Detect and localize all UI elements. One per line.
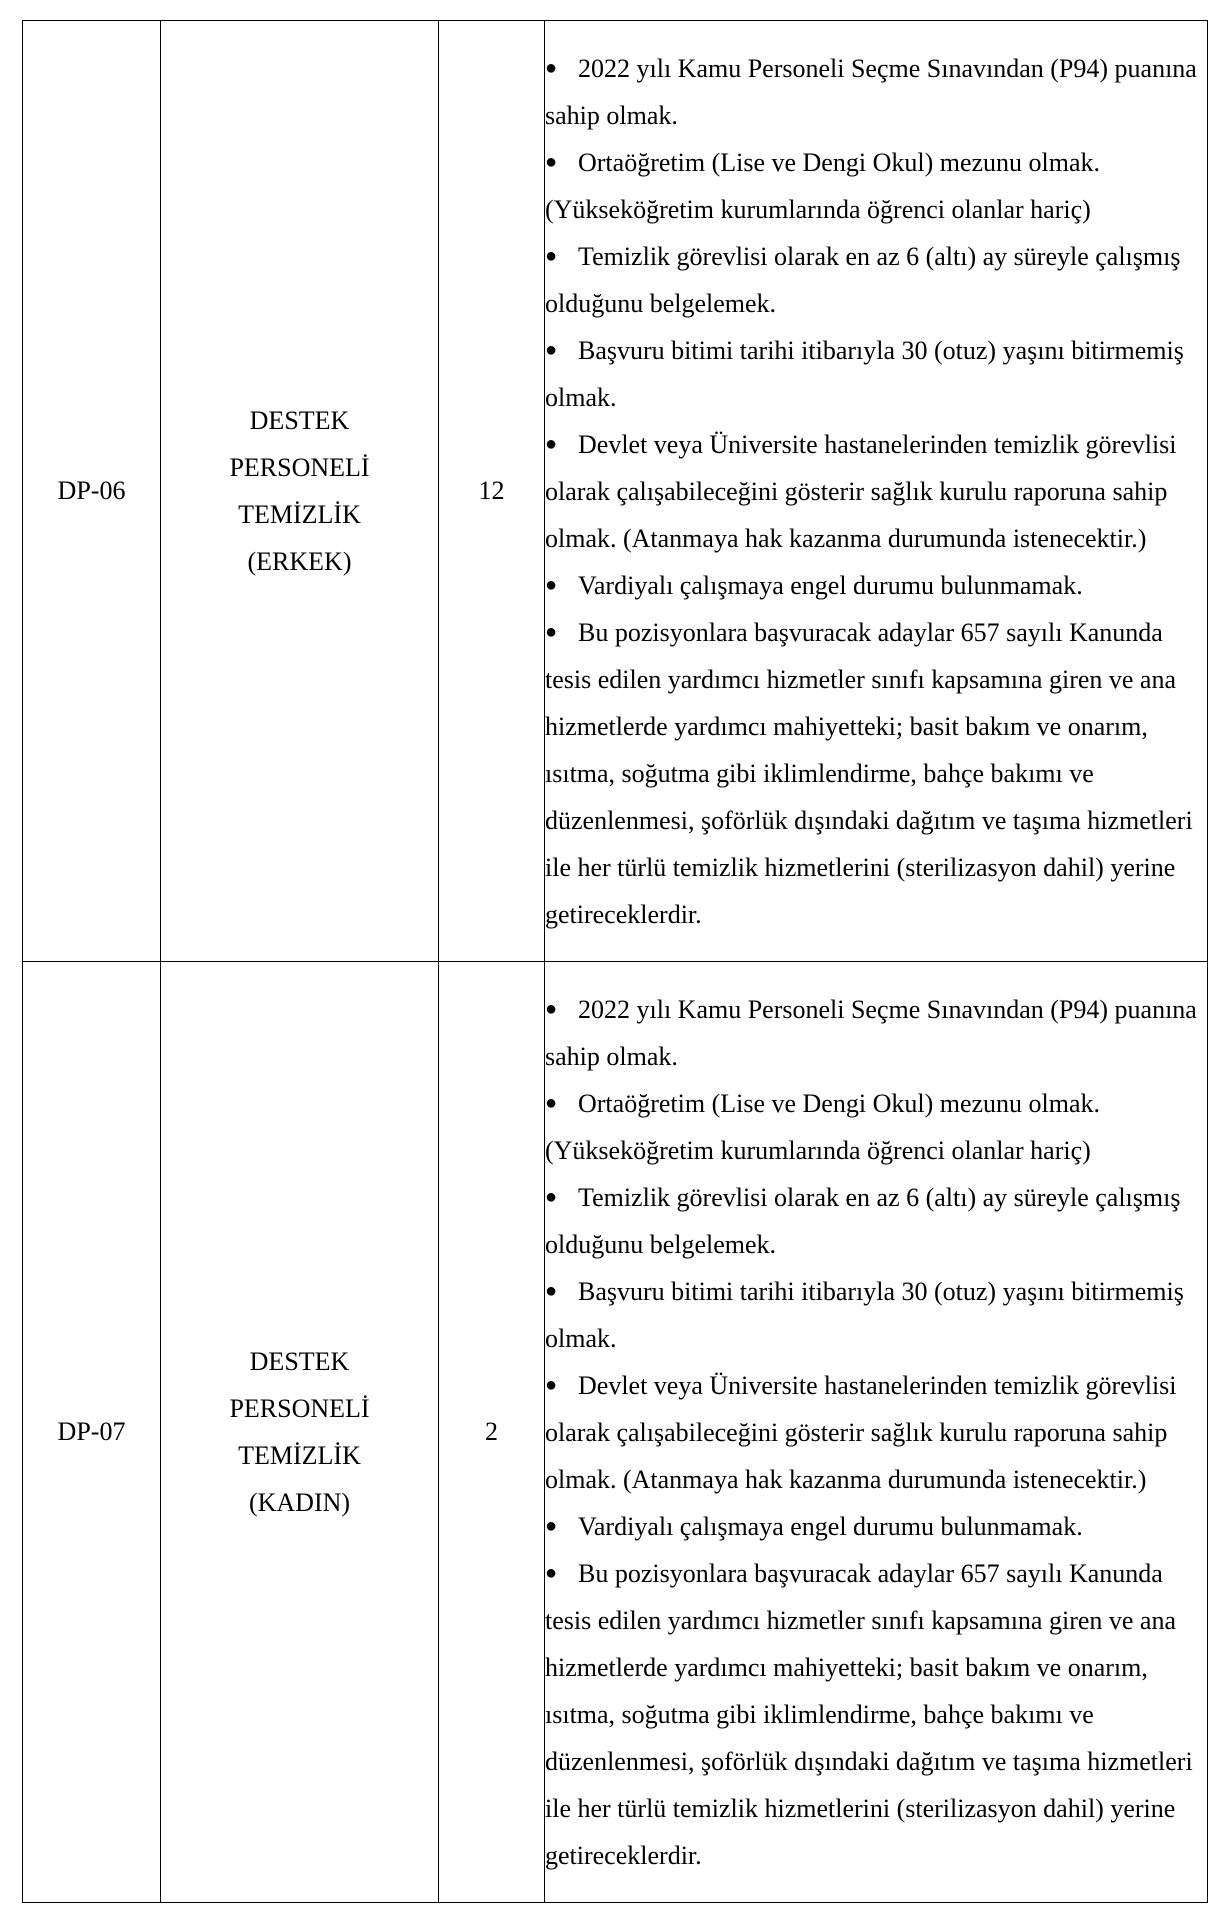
requirement-text: Vardiyalı çalışmaya engel durumu bulunmamak.	[578, 1511, 1083, 1541]
bullet-dot-icon: ●	[545, 620, 558, 643]
position-title-line: PERSONELİ	[229, 453, 370, 482]
requirement-text: Başvuru bitimi tarihi itibarıyla 30 (otuz) yaşını bitirmemiş olmak.	[545, 335, 1184, 412]
requirement-text: Bu pozisyonlara başvuracak adaylar 657 sayılı Kanunda tesis edilen yardımcı hizmetler sınıfı kapsamına giren ve ana hizmetlerde yardımcı mahiyetteki; basit bakım ve onarım, ısıtma, soğutma gibi iklimlendirme, bahçe bakımı ve düzenlenmesi, şoförlük dışındaki dağıtım ve taşıma hizmetleri ile her türlü temizlik hizmetlerini (sterilizasyon dahil) yerine getireceklerdir.	[545, 617, 1193, 929]
requirement-item	[545, 1362, 1207, 1503]
requirement-item	[545, 45, 1207, 139]
table-row	[23, 21, 1208, 962]
position-title-line: DESTEK	[249, 406, 350, 435]
requirement-text: 2022 yılı Kamu Personeli Seçme Sınavından (P94) puanına sahip olmak.	[545, 53, 1197, 130]
bullet-dot-icon: ●	[545, 1279, 558, 1302]
requirement-item	[545, 1080, 1207, 1174]
requirement-item	[545, 327, 1207, 421]
requirement-item	[545, 986, 1207, 1080]
position-count: 12	[439, 21, 545, 962]
position-code: DP-06	[23, 21, 161, 962]
requirement-item	[545, 421, 1207, 562]
requirement-item	[545, 1503, 1207, 1550]
bullet-dot-icon: ●	[545, 1514, 558, 1537]
position-count: 2	[439, 962, 545, 1903]
requirement-text: 2022 yılı Kamu Personeli Seçme Sınavından (P94) puanına sahip olmak.	[545, 994, 1197, 1071]
position-title	[161, 962, 439, 1903]
requirements-cell	[545, 962, 1208, 1903]
requirements-list	[545, 45, 1207, 938]
bullet-dot-icon: ●	[545, 56, 558, 79]
position-code: DP-07	[23, 962, 161, 1903]
requirement-text: Başvuru bitimi tarihi itibarıyla 30 (otuz) yaşını bitirmemiş olmak.	[545, 1276, 1184, 1353]
position-title-line: TEMİZLİK	[238, 500, 361, 529]
requirement-item	[545, 139, 1207, 233]
position-title	[161, 21, 439, 962]
requirement-item	[545, 609, 1207, 938]
bullet-dot-icon: ●	[545, 1561, 558, 1584]
requirement-item	[545, 233, 1207, 327]
bullet-dot-icon: ●	[545, 150, 558, 173]
position-title-line: PERSONELİ	[229, 1394, 370, 1423]
requirement-text: Temizlik görevlisi olarak en az 6 (altı) ay süreyle çalışmış olduğunu belgelemek.	[545, 1182, 1181, 1259]
requirement-item	[545, 1550, 1207, 1879]
position-title-line: TEMİZLİK	[238, 1441, 361, 1470]
position-title-line: (KADIN)	[248, 1488, 351, 1517]
bullet-dot-icon: ●	[545, 1091, 558, 1114]
bullet-dot-icon: ●	[545, 1373, 558, 1396]
requirement-item	[545, 1174, 1207, 1268]
requirement-item	[545, 562, 1207, 609]
bullet-dot-icon: ●	[545, 338, 558, 361]
bullet-dot-icon: ●	[545, 432, 558, 455]
requirement-text: Bu pozisyonlara başvuracak adaylar 657 sayılı Kanunda tesis edilen yardımcı hizmetler sınıfı kapsamına giren ve ana hizmetlerde yardımcı mahiyetteki; basit bakım ve onarım, ısıtma, soğutma gibi iklimlendirme, bahçe bakımı ve düzenlenmesi, şoförlük dışındaki dağıtım ve taşıma hizmetleri ile her türlü temizlik hizmetlerini (sterilizasyon dahil) yerine getireceklerdir.	[545, 1558, 1193, 1870]
requirements-cell	[545, 21, 1208, 962]
requirement-text: Temizlik görevlisi olarak en az 6 (altı) ay süreyle çalışmış olduğunu belgelemek.	[545, 241, 1181, 318]
bullet-dot-icon: ●	[545, 573, 558, 596]
requirement-text: Devlet veya Üniversite hastanelerinden temizlik görevlisi olarak çalışabileceğini gösterir sağlık kurulu raporuna sahip olmak. (Atanmaya hak kazanma durumunda istenecektir.)	[545, 429, 1177, 553]
requirement-text: Devlet veya Üniversite hastanelerinden temizlik görevlisi olarak çalışabileceğini gösterir sağlık kurulu raporuna sahip olmak. (Atanmaya hak kazanma durumunda istenecektir.)	[545, 1370, 1177, 1494]
position-title-line: DESTEK	[249, 1347, 350, 1376]
bullet-dot-icon: ●	[545, 1185, 558, 1208]
requirement-text: Vardiyalı çalışmaya engel durumu bulunmamak.	[578, 570, 1083, 600]
position-title-line: (ERKEK)	[247, 547, 352, 576]
requirement-text: Ortaöğretim (Lise ve Dengi Okul) mezunu olmak. (Yükseköğretim kurumlarında öğrenci olanlar hariç)	[545, 1088, 1101, 1165]
table-row	[23, 962, 1208, 1903]
requirements-list	[545, 986, 1207, 1879]
bullet-dot-icon: ●	[545, 244, 558, 267]
requirement-text: Ortaöğretim (Lise ve Dengi Okul) mezunu olmak. (Yükseköğretim kurumlarında öğrenci olanlar hariç)	[545, 147, 1101, 224]
requirement-item	[545, 1268, 1207, 1362]
bullet-dot-icon: ●	[545, 997, 558, 1020]
positions-table	[22, 20, 1208, 1903]
